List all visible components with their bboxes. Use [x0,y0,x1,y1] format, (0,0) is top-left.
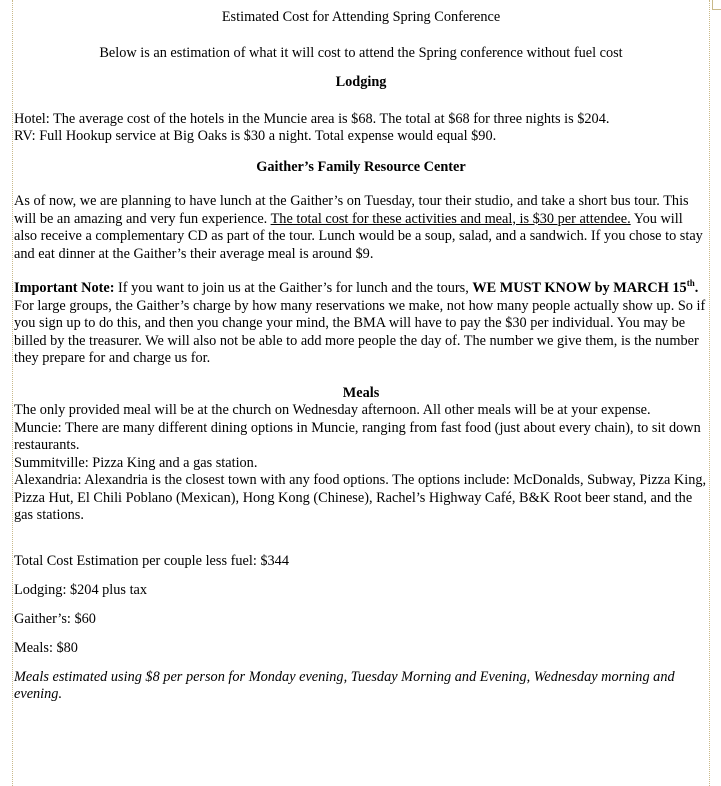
gaither-text-start: As of now, we are planning to have lunch at the Gaither’s on Tuesday, tour their studio, and take a short bus tour. This will be an amazing and very fun experience. [14,193,689,227]
meals-section [14,402,708,525]
meals-provided-line: The only provided meal will be at the church on Wednesday afternoon. All other meals will be at your expense. [14,402,651,418]
summary-meals-line: Meals: $80 [14,639,78,656]
meals-summitville-line: Summitville: Pizza King and a gas station. [14,454,258,471]
rv-line: RV: Full Hookup service at Big Oaks is $30 a night. Total expense would equal $90. [14,128,497,144]
left-margin-guide [12,0,13,786]
must-know-deadline: WE MUST KNOW by MARCH 15 [472,280,687,296]
hotel-line: Hotel: The average cost of the hotels in the Muncie area is $68. The total at $68 for three nights is $204. [14,110,610,127]
note-text-1: If you want to join us at the Gaither’s for lunch and the tours, [114,280,473,296]
deadline-period: . [694,280,699,296]
summary-gaither-line: Gaither’s: $60 [14,610,96,627]
meals-muncie-line: Muncie: There are many different dining options in Muncie, ranging from fast food (just about every chain), to sit down restaurants. [14,419,701,453]
deadline-superscript: th [686,278,695,289]
gaither-paragraph [14,193,708,263]
document-title: Estimated Cost for Attending Spring Conference [221,9,501,25]
meals-heading: Meals [342,384,380,401]
total-cost-line: Total Cost Estimation per couple less fuel: $344 [14,552,289,569]
lodging-section [14,111,708,146]
meals-alexandria-line: Alexandria: Alexandria is the closest town with any food options. The options include: McDonalds, Subway, Pizza King, Pizza Hut, El Chili Poblano (Mexican), Hong Kong (Chinese), Rachel’s Highway Café, B&K Root beer stand, and the gas stations. [14,472,707,523]
summary-lodging-line: Lodging: $204 plus tax [14,581,148,598]
important-note-paragraph [14,280,708,368]
lodging-heading: Lodging [335,74,387,90]
intro-text: Below is an estimation of what it will cost to attend the Spring conference without fuel cost [99,44,623,61]
corner-margin-mark [712,0,721,10]
gaither-cost-underlined: The total cost for these activities and meal, is $30 per attendee. [270,210,631,227]
gaither-heading: Gaither’s Family Resource Center [256,158,466,175]
document-body[interactable] [14,9,708,704]
meals-footnote: Meals estimated using $8 per person for Monday evening, Tuesday Morning and Evening, Wednesday morning and evening. [14,668,675,702]
right-margin-guide [709,0,710,786]
note-text-2: For large groups, the Gaither’s charge by how many reservations we make, not how many people actually show up. So if you sign up to do this, and then you change your mind, the BMA will have to pay the $30 per individual. You may be billed by the treasurer. We will also not be able to add more people the day of. The number we give them, is the number they prepare for and charge us for. [14,297,706,366]
gaither-text-end: You will also receive a complementary CD as part of the tour. Lunch would be a soup, salad, and a sandwich. If you chose to stay and eat dinner at the Gaither’s their average meal is around $9. [14,210,703,262]
important-note-label: Important Note: [14,280,115,296]
